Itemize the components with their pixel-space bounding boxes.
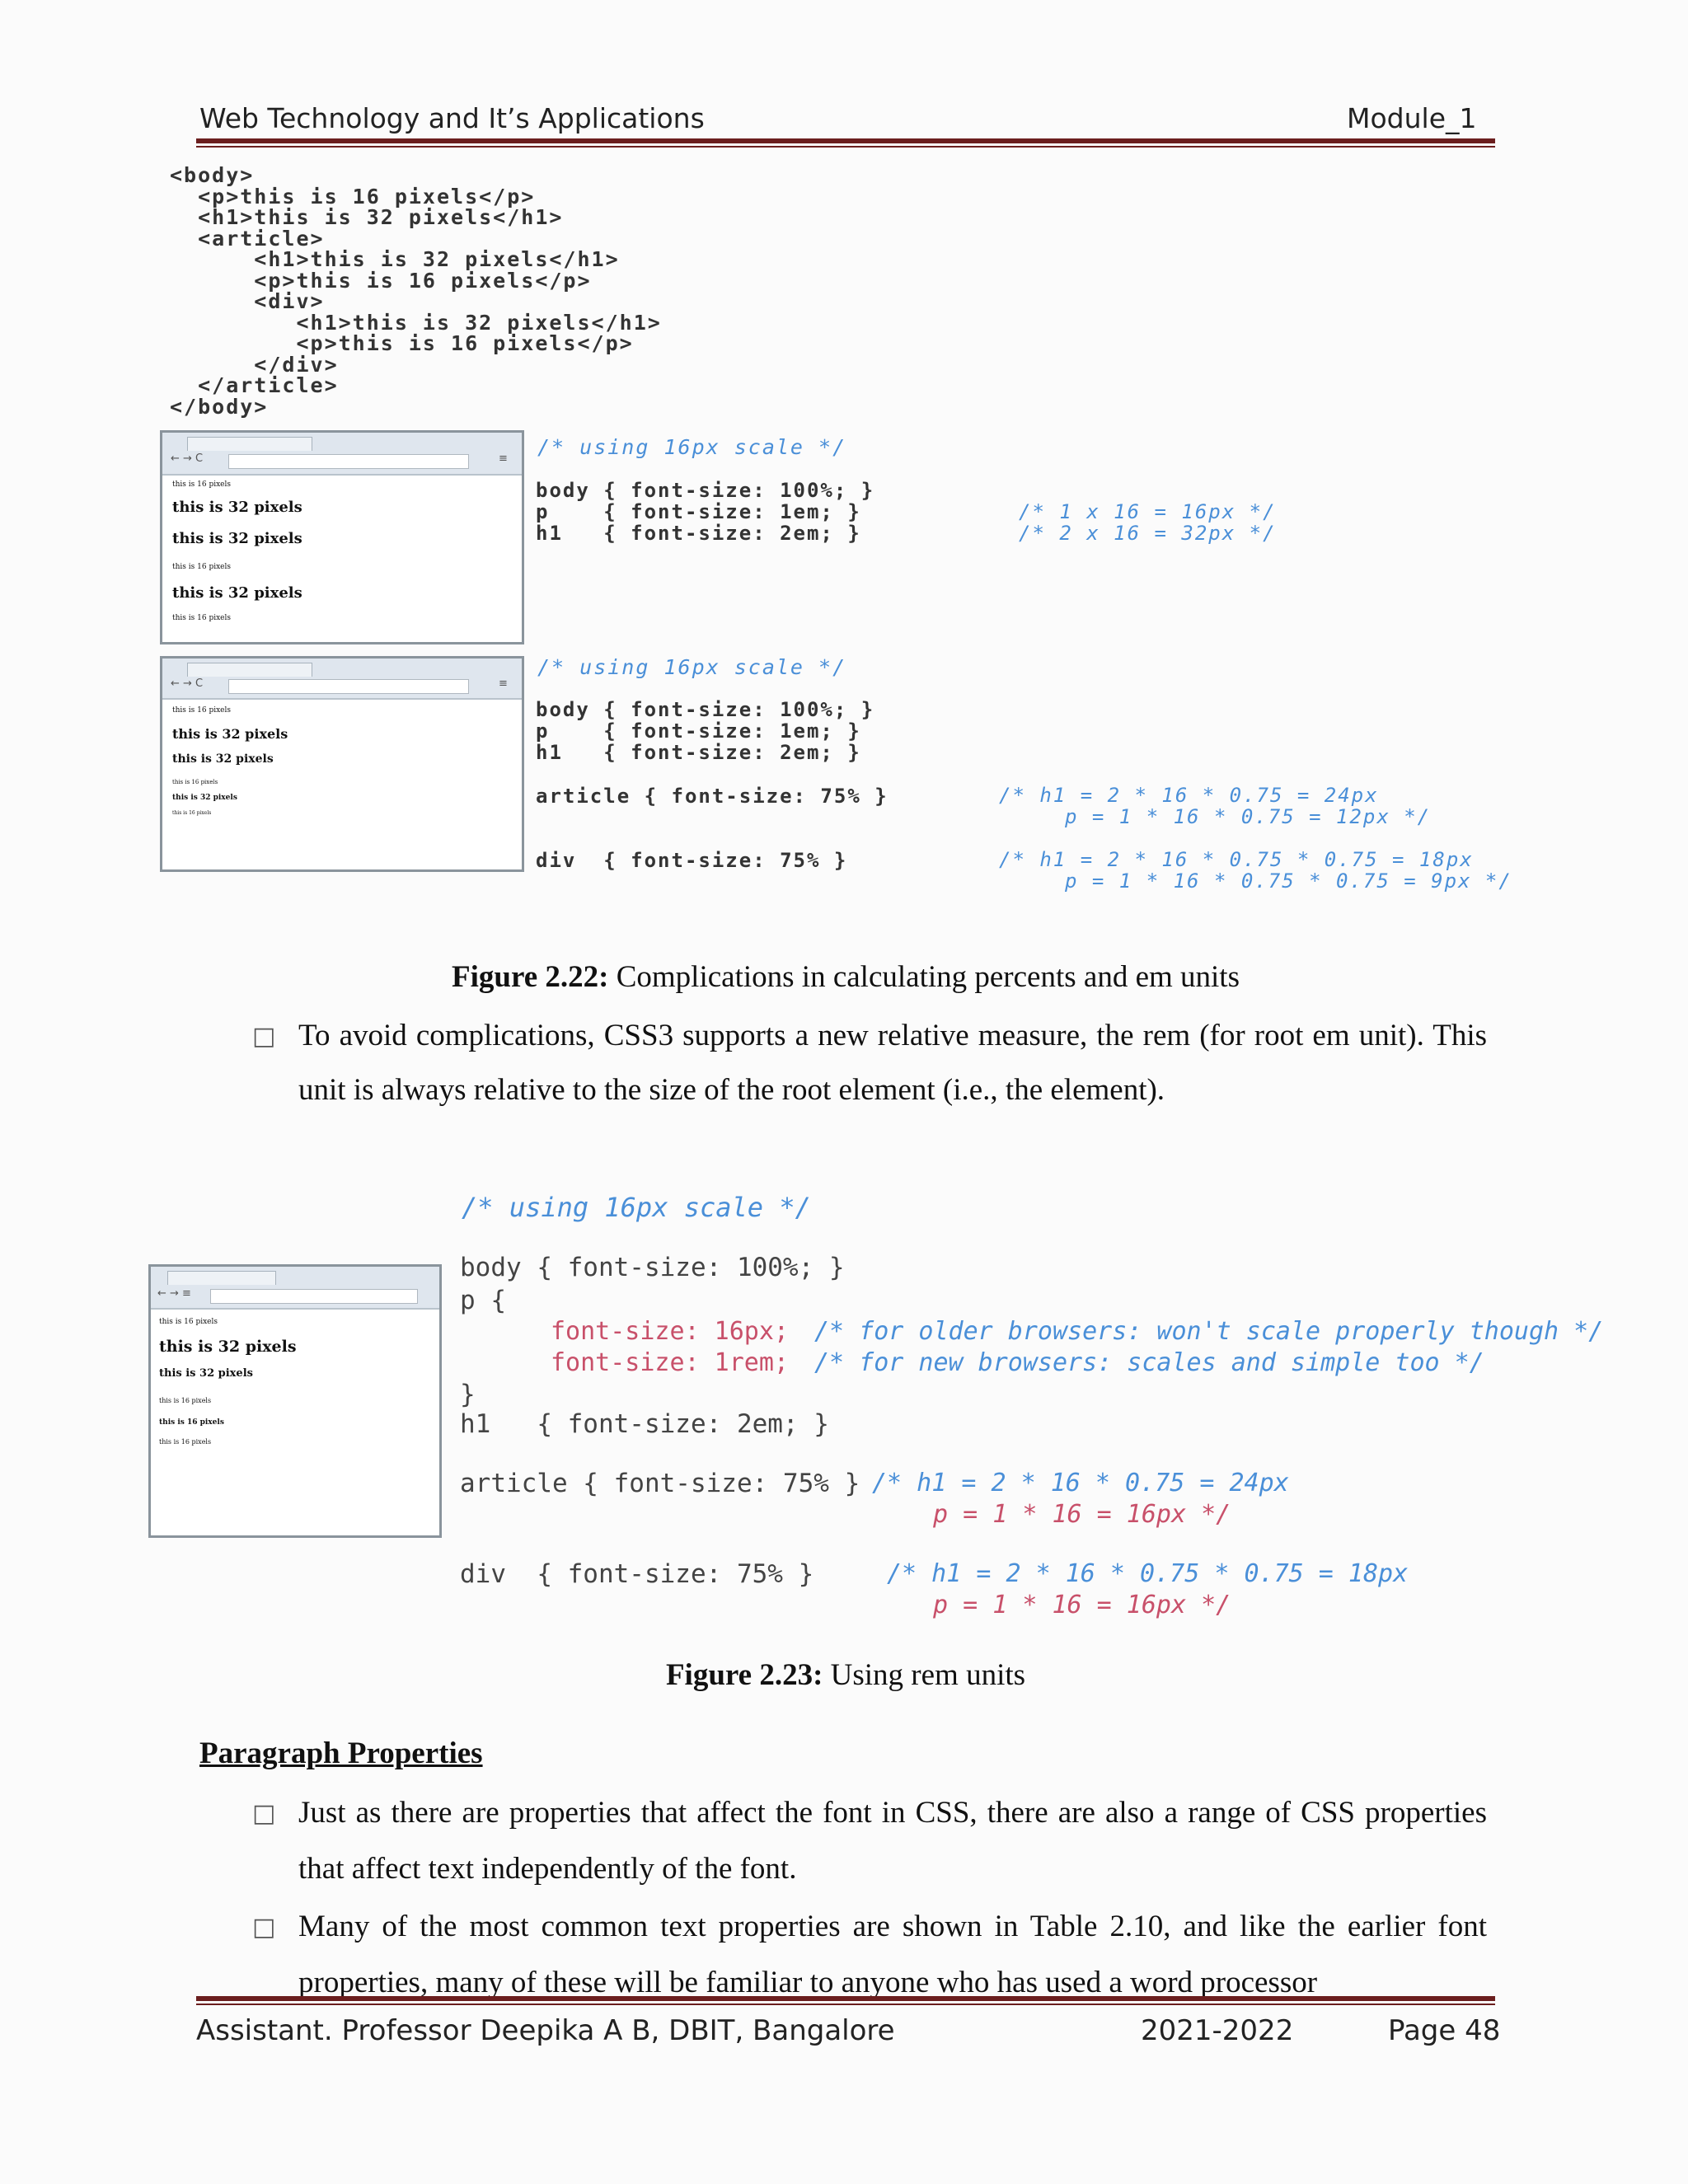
code-line: body { font-size: 100%; } — [536, 479, 875, 502]
code-comment: p = 1 * 16 * 0.75 * 0.75 = 9px */ — [1065, 869, 1512, 893]
code-line: h1 { font-size: 2em; } — [536, 741, 861, 764]
bullet-icon: □ — [252, 1913, 276, 1942]
header-title: Web Technology and It’s Applications — [199, 102, 705, 134]
caption-text: Using rem units — [823, 1658, 1026, 1692]
code-comment: /* using 16px scale */ — [537, 435, 847, 459]
browser-text: this is 32 pixels — [172, 752, 274, 766]
code-line: <h1>this is 32 pixels</h1> — [170, 310, 662, 335]
code-line: <h1>this is 32 pixels</h1> — [170, 205, 564, 229]
figure-2-22-html-code — [170, 165, 662, 417]
nav-arrows-icon: ← → ≡ — [157, 1287, 191, 1300]
code-line: <p>this is 16 pixels</p> — [170, 268, 592, 293]
caption-label: Figure 2.23: — [665, 1658, 823, 1692]
browser-toolbar — [151, 1267, 439, 1310]
article-rule: article { font-size: 75% } — [536, 785, 889, 808]
address-bar — [228, 679, 469, 694]
css-p-line: font-size: 16px; — [551, 1317, 789, 1346]
caption-label: Figure 2.22: — [452, 960, 609, 994]
code-comment: p = 1 * 16 = 16px */ — [933, 1500, 1231, 1529]
figure-2-23-caption — [196, 1657, 1495, 1693]
code-comment: /* using 16px scale */ — [537, 655, 847, 679]
browser-toolbar — [162, 658, 522, 700]
figure-2-22-caption — [196, 959, 1495, 995]
browser-text: this is 16 pixels — [159, 1418, 224, 1427]
browser-text: this is 32 pixels — [159, 1338, 297, 1356]
menu-icon: ≡ — [499, 677, 508, 690]
browser-toolbar — [162, 433, 522, 476]
header-rule — [196, 138, 1495, 148]
browser-text: this is 32 pixels — [172, 530, 302, 547]
browser-tab — [167, 1271, 276, 1285]
footer-page: Page 48 — [1388, 2014, 1501, 2047]
browser-text: this is 16 pixels — [172, 614, 231, 622]
browser-text: this is 16 pixels — [159, 1397, 212, 1404]
code-comment: p = 1 * 16 * 0.75 = 12px */ — [1065, 805, 1432, 828]
css-h1-rule: h1 { font-size: 2em; } — [460, 1409, 829, 1439]
code-comment: /* h1 = 2 * 16 * 0.75 * 0.75 = 18px — [999, 848, 1474, 871]
browser-tab — [187, 437, 312, 451]
paragraph-properties-2: Many of the most common text properties are shown in Table 2.10, and like the earlier font properties, many of these will be familiar to anyone who has used a word processor — [298, 1910, 1487, 1999]
browser-text: this is 16 pixels — [172, 810, 212, 816]
code-line: <article> — [170, 226, 325, 251]
browser-text: this is 16 pixels — [172, 779, 218, 785]
code-line: <div> — [170, 289, 325, 313]
code-comment: /* for new browsers: scales and simple too */ — [814, 1348, 1484, 1377]
css-body-rule: body { font-size: 100%; } — [460, 1253, 845, 1282]
browser-text: this is 16 pixels — [159, 1438, 212, 1446]
code-comment: /* 1 x 16 = 16px */ — [1019, 500, 1277, 523]
bullet-icon: □ — [252, 1022, 276, 1051]
browser-text: this is 32 pixels — [159, 1367, 253, 1380]
browser-screenshot-3 — [148, 1264, 442, 1538]
code-comment: /* for older browsers: won't scale properly though */ — [814, 1317, 1604, 1346]
div-rule: div { font-size: 75% } — [536, 849, 848, 872]
css-article-rule: article { font-size: 75% } — [460, 1469, 860, 1498]
code-line: p { font-size: 1em; } — [536, 500, 861, 523]
footer-author: Assistant. Professor Deepika A B, DBIT, Bangalore — [196, 2014, 895, 2047]
address-bar — [228, 454, 469, 469]
footer-year: 2021-2022 — [1141, 2014, 1294, 2047]
code-comment: p = 1 * 16 = 16px */ — [933, 1591, 1231, 1619]
css-rules — [536, 480, 874, 544]
code-comment: /* h1 = 2 * 16 * 0.75 * 0.75 = 18px — [887, 1559, 1409, 1588]
header-module: Module_1 — [1347, 102, 1477, 134]
css-p-line: font-size: 1rem; — [551, 1348, 789, 1377]
code-line: </article> — [170, 373, 339, 397]
browser-text: this is 32 pixels — [172, 726, 288, 742]
code-comment: /* 2 x 16 = 32px */ — [1019, 522, 1277, 545]
css-rules — [536, 699, 874, 763]
browser-tab — [187, 663, 312, 677]
article-calc — [999, 785, 1431, 827]
div-calc — [999, 849, 1512, 892]
code-comment: /* using 16px scale */ — [462, 1192, 811, 1223]
code-line: p { font-size: 1em; } — [536, 719, 861, 743]
paragraph-properties-1: Just as there are properties that affect the font in CSS, there are also a range of CSS properties that affect text independently of the font. — [298, 1796, 1487, 1886]
code-line: body { font-size: 100%; } — [536, 698, 875, 721]
browser-text: this is 16 pixels — [172, 706, 231, 715]
code-line: </body> — [170, 394, 269, 419]
code-line: <h1>this is 32 pixels</h1> — [170, 247, 620, 271]
code-line: </div> — [170, 352, 339, 377]
browser-text: this is 16 pixels — [172, 563, 231, 571]
css-p-open: p { — [460, 1286, 506, 1315]
browser-text: this is 32 pixels — [172, 584, 302, 602]
code-line: h1 { font-size: 2em; } — [536, 522, 861, 545]
browser-screenshot-2 — [160, 656, 524, 872]
browser-text: this is 16 pixels — [172, 480, 231, 489]
address-bar — [210, 1289, 418, 1304]
caption-text: Complications in calculating percents and em units — [608, 960, 1240, 994]
css-div-rule: div { font-size: 75% } — [460, 1559, 814, 1589]
section-heading: Paragraph Properties — [199, 1736, 483, 1770]
nav-arrows-icon: ← → C — [171, 677, 204, 690]
bullet-icon: □ — [252, 1799, 276, 1828]
browser-text: this is 16 pixels — [159, 1318, 218, 1326]
code-line: <p>this is 16 pixels</p> — [170, 184, 536, 209]
browser-text: this is 32 pixels — [172, 794, 237, 802]
code-line: <p>this is 16 pixels</p> — [170, 331, 634, 355]
browser-text: this is 32 pixels — [172, 499, 302, 516]
css-p-close: } — [460, 1380, 476, 1409]
nav-arrows-icon: ← → C — [171, 452, 204, 465]
code-comment: /* h1 = 2 * 16 * 0.75 = 24px — [872, 1469, 1289, 1497]
calc-comments — [1019, 501, 1277, 544]
paragraph-rem: To avoid complications, CSS3 supports a new relative measure, the rem (for root em unit). This unit is always relative to the size of the root element (i.e., the element). — [298, 1019, 1487, 1107]
menu-icon: ≡ — [499, 452, 508, 465]
code-comment: /* h1 = 2 * 16 * 0.75 = 24px — [999, 784, 1379, 807]
browser-screenshot-1 — [160, 430, 524, 644]
footer-rule — [196, 1996, 1495, 2005]
code-line: <body> — [170, 163, 255, 187]
